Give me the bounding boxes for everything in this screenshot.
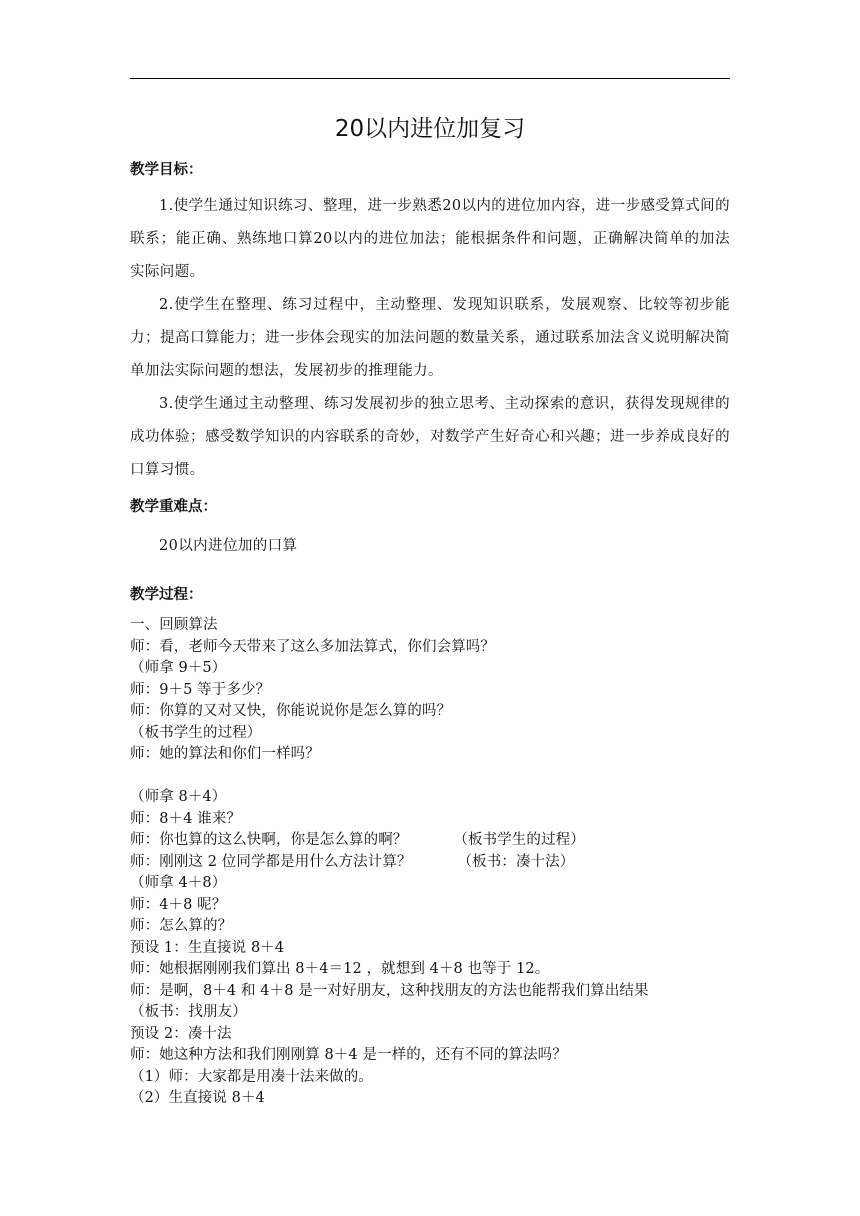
process-line <box>130 830 730 852</box>
process-line: 师：9＋5 等于多少？ <box>130 681 271 698</box>
process-heading: 教学过程： <box>130 587 203 603</box>
process-line <box>130 852 730 874</box>
goal-paragraph: 1.使学生通过知识练习、整理，进一步熟悉20以内的进位加内容，进一步感受算式间的联系；能正确、熟练地口算20以内的进位加法；能根据条件和问题，正确解决简单的加法实际问题。 <box>130 198 730 280</box>
process-line: 师：她根据刚刚我们算出 8＋4＝12 ，就想到 4＋8 也等于 12。 <box>130 961 550 977</box>
process-line: （2）生直接说 8＋4 <box>130 1090 265 1106</box>
process-dialogue <box>130 615 730 1110</box>
blank-line <box>130 766 730 788</box>
process-line: 师：怎么算的？ <box>130 918 233 934</box>
process-line: 师：她这种方法和我们刚刚算 8＋4 是一样的，还有不同的算法吗？ <box>130 1047 567 1063</box>
process-line: （师拿 4＋8） <box>130 875 227 891</box>
process-line: （1）师：大家都是用凑十法来做的。 <box>130 1068 373 1085</box>
goals-heading: 教学目标： <box>130 162 203 178</box>
goal-paragraph: 2.使学生在整理、练习过程中，主动整理、发现知识联系，发展观察、比较等初步能力；提高口算能力；进一步体会现实的加法问题的数量关系，通过联系加法含义说明解决简单加法实际问题的想法，发展初步的推理能力。 <box>130 297 730 379</box>
goal-paragraph: 3.使学生通过主动整理、练习发展初步的独立思考、主动探索的意识，获得发现规律的成功体验；感受数学知识的内容联系的奇妙，对数学产生好奇心和兴趣；进一步养成良好的口算习惯。 <box>130 396 730 478</box>
document-body <box>130 150 730 1110</box>
process-line: （板书学生的过程） <box>130 724 262 741</box>
process-line: 预设 1：生直接说 8＋4 <box>130 939 285 956</box>
process-line: 师：4＋8 呢？ <box>130 896 227 913</box>
board-note: （板书学生的过程） <box>453 832 585 848</box>
process-line-text: 师：你也算的这么快啊，你是怎么算的啊？ <box>130 832 408 848</box>
process-line: 师：看，老师今天带来了这么多加法算式，你们会算吗？ <box>130 638 495 655</box>
process-line: 师：8＋4 谁来？ <box>130 810 241 827</box>
process-line: 一、回顾算法 <box>130 617 218 633</box>
process-line: （师拿 9＋5） <box>130 660 227 676</box>
process-line: 师：是啊，8＋4 和 4＋8 是一对好朋友，这种找朋友的方法也能帮我们算出结果 <box>130 982 649 999</box>
process-line: 师：她的算法和你们一样吗？ <box>130 746 320 762</box>
process-line: 师：你算的又对又快，你能说说你是怎么算的吗？ <box>130 703 452 719</box>
page-title: 20以内进位加复习 <box>334 116 526 142</box>
board-note: （板书：凑十法） <box>457 853 575 870</box>
key-points-heading: 教学重难点： <box>130 499 217 515</box>
key-point-text: 20以内进位加的口算 <box>159 538 298 554</box>
header-rule <box>130 78 730 79</box>
process-line: 预设 2：凑十法 <box>130 1025 232 1042</box>
process-line: （板书：找朋友） <box>130 1004 247 1020</box>
process-line: （师拿 8＋4） <box>130 789 227 805</box>
process-line-text: 师：刚刚这 2 位同学都是用什么方法计算？ <box>130 853 412 870</box>
